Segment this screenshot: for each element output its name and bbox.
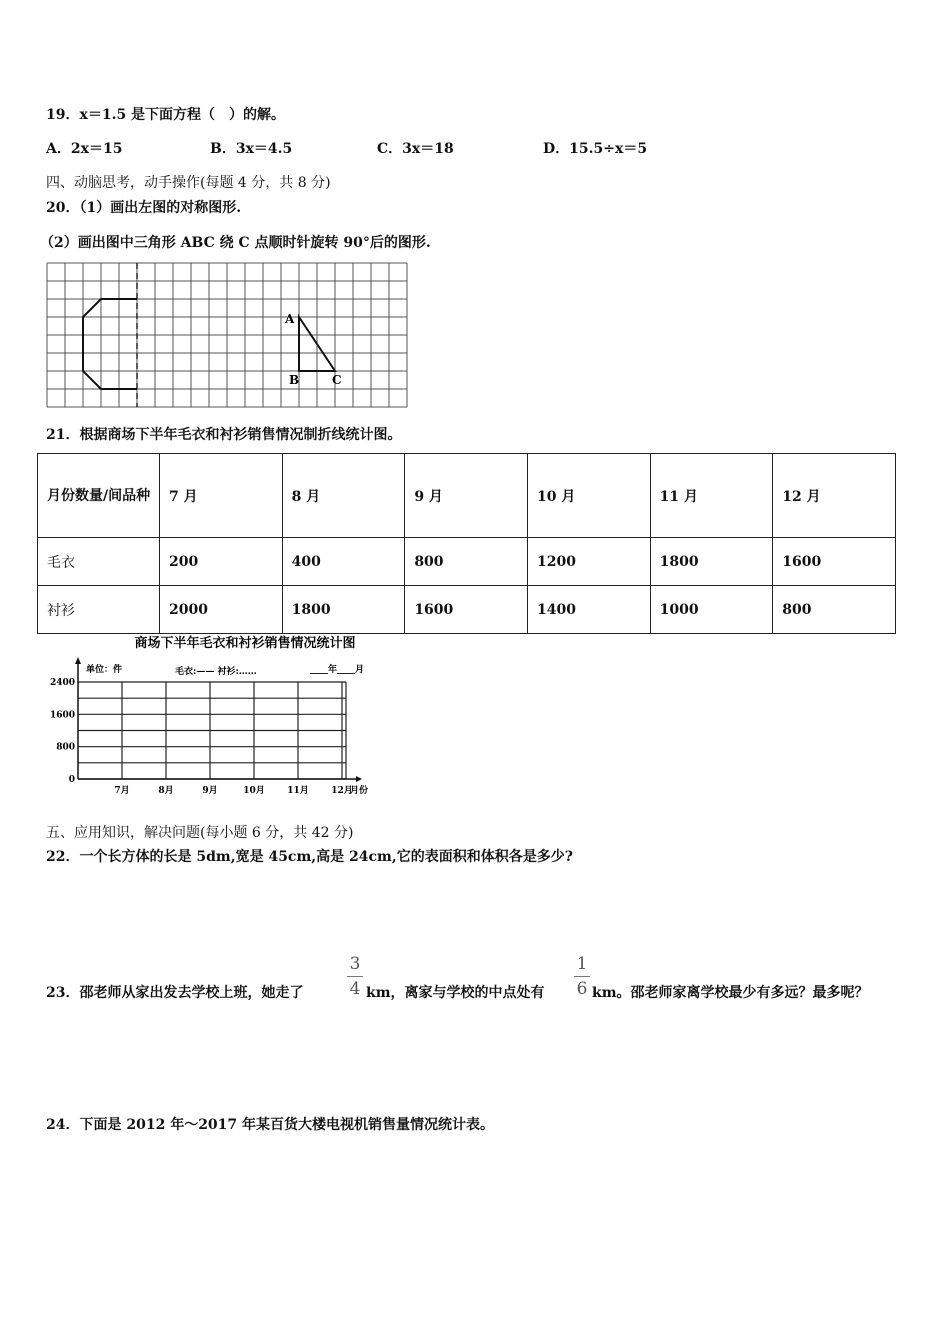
q24-text: 24．下面是 2012 年～2017 年某百货大楼电视机销售量情况统计表。 bbox=[46, 1117, 495, 1133]
q20-part2: （2）画出图中三角形 ABC 绕 C 点顺时针旋转 90°后的图形. bbox=[40, 235, 431, 251]
denominator: 4 bbox=[349, 979, 361, 999]
cell: 1000 bbox=[650, 586, 773, 634]
chart-date: ____年____月 bbox=[310, 665, 365, 675]
header-cell: 10 月 bbox=[527, 454, 650, 538]
half-shape bbox=[83, 299, 137, 389]
label-c: C bbox=[332, 373, 342, 387]
q19-option-b: B．3x＝4.5 bbox=[210, 141, 293, 157]
table-row bbox=[38, 586, 896, 634]
chart-unit: 单位：件 bbox=[86, 665, 123, 675]
table-row bbox=[38, 538, 896, 586]
numerator: 3 bbox=[349, 954, 361, 974]
q23-text-c: km。邵老师家离学校最少有多远？最多呢？ bbox=[592, 985, 869, 1001]
line-chart-blank bbox=[40, 632, 420, 802]
chart-title: 商场下半年毛衣和衬衫销售情况统计图 bbox=[134, 636, 356, 651]
q21-stem: 21．根据商场下半年毛衣和衬衫销售情况制折线统计图。 bbox=[46, 427, 402, 443]
section5-heading: 五、应用知识，解决问题(每小题 6 分，共 42 分) bbox=[46, 825, 354, 841]
header-cell: 月份数量/间品种 bbox=[38, 454, 160, 538]
denominator: 6 bbox=[576, 979, 588, 999]
x-tick-label: 12月 bbox=[331, 786, 353, 796]
cell: 400 bbox=[282, 538, 405, 586]
y-axis-arrow bbox=[75, 657, 81, 664]
cell: 800 bbox=[773, 586, 896, 634]
q19-option-a: A．2x＝15 bbox=[46, 141, 123, 157]
x-tick-label: 11月 bbox=[287, 786, 309, 796]
cell: 1800 bbox=[282, 586, 405, 634]
header-cell: 12 月 bbox=[773, 454, 896, 538]
cell: 1600 bbox=[773, 538, 896, 586]
cell: 800 bbox=[405, 538, 528, 586]
y-tick-label: 0 bbox=[68, 775, 75, 785]
q23-text-a: 23．邵老师从家出发去学校上班，她走了 bbox=[46, 985, 304, 1001]
q22-text: 22．一个长方体的长是 5dm,宽是 45cm,高是 24cm,它的表面积和体积各是多少? bbox=[46, 849, 573, 865]
x-axis-label: 月份 bbox=[350, 786, 369, 796]
x-tick-label: 9月 bbox=[202, 786, 218, 796]
x-tick-label: 8月 bbox=[158, 786, 174, 796]
y-tick-label: 800 bbox=[56, 742, 75, 753]
y-tick-label: 1600 bbox=[49, 710, 75, 721]
q19-stem: 19．x＝1.5 是下面方程（ ）的解。 bbox=[46, 107, 286, 123]
q19-option-c: C．3x＝18 bbox=[377, 141, 454, 157]
label-b: B bbox=[289, 373, 300, 387]
cell: 1200 bbox=[527, 538, 650, 586]
header-cell: 7 月 bbox=[160, 454, 283, 538]
fraction-1-6 bbox=[574, 953, 590, 1000]
label-a: A bbox=[285, 312, 295, 326]
header-cell: 11 月 bbox=[650, 454, 773, 538]
header-cell: 9 月 bbox=[405, 454, 528, 538]
cell: 衬衫 bbox=[38, 586, 160, 634]
cell: 1400 bbox=[527, 586, 650, 634]
x-axis-arrow bbox=[356, 776, 362, 782]
cell: 1800 bbox=[650, 538, 773, 586]
x-tick-label: 7月 bbox=[114, 786, 130, 796]
cell: 2000 bbox=[160, 586, 283, 634]
table-header-row bbox=[38, 454, 896, 538]
q19-option-d: D．15.5÷x＝5 bbox=[543, 141, 648, 157]
cell: 毛衣 bbox=[38, 538, 160, 586]
q23-text-b: km，离家与学校的中点处有 bbox=[366, 985, 545, 1001]
q20-part1: 20．（1）画出左图的对称图形. bbox=[46, 200, 242, 216]
cell: 200 bbox=[160, 538, 283, 586]
header-cell: 8 月 bbox=[282, 454, 405, 538]
y-tick-label: 2400 bbox=[49, 678, 75, 688]
numerator: 1 bbox=[576, 954, 588, 974]
cell: 1600 bbox=[405, 586, 528, 634]
chart-legend: 毛衣:—— 衬衫:…… bbox=[175, 667, 257, 677]
section4-heading: 四、动脑思考，动手操作(每题 4 分，共 8 分) bbox=[46, 175, 331, 191]
sales-table bbox=[37, 453, 896, 634]
fraction-3-4 bbox=[347, 953, 363, 1000]
grid-figure bbox=[40, 255, 420, 415]
x-tick-label: 10月 bbox=[243, 786, 265, 796]
